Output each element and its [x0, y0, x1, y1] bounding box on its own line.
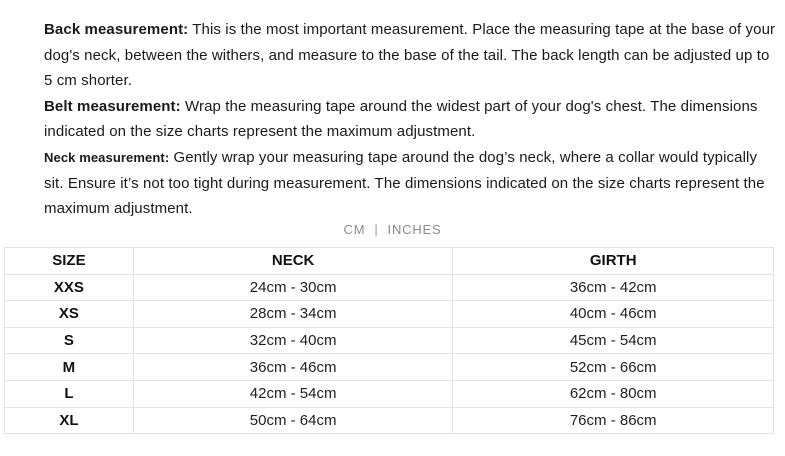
girth-cell: 76cm - 86cm [453, 407, 774, 434]
size-cell: XL [5, 407, 134, 434]
unit-inches-tab[interactable]: INCHES [387, 222, 442, 237]
unit-cm-tab[interactable]: CM [343, 222, 366, 237]
table-row [5, 301, 774, 328]
girth-cell: 52cm - 66cm [453, 354, 774, 381]
belt-measurement-text: Wrap the measuring tape around the widest part of your dog's chest. The dimensions indicated on the size charts represent the maximum adjustment. [44, 97, 758, 141]
size-cell: XXS [5, 274, 134, 301]
neck-cell: 36cm - 46cm [133, 354, 453, 381]
back-measurement-text: This is the most important measurement. Place the measuring tape at the base of your dog's neck, between the withers, and measure to the base of the tail. The back length can be adjusted up to 5 cm shorter. [44, 21, 776, 90]
back-measurement-label: Back measurement: [44, 21, 189, 38]
neck-measurement-label: Neck measurement: [44, 149, 170, 165]
girth-cell: 40cm - 46cm [453, 301, 774, 328]
size-chart-table [4, 247, 774, 434]
size-cell: L [5, 380, 134, 407]
size-cell: S [5, 327, 134, 354]
header-girth: GIRTH [453, 248, 774, 275]
neck-measurement-text: Gently wrap your measuring tape around the dog’s neck, where a collar would typically sit. Ensure it’s not too tight during measurement. The dimensions indicated on the size charts represent the maximum adjustment. [44, 148, 765, 218]
neck-cell: 24cm - 30cm [133, 274, 453, 301]
neck-cell: 42cm - 54cm [133, 380, 453, 407]
table-row [5, 407, 774, 434]
table-row [5, 354, 774, 381]
neck-cell: 28cm - 34cm [133, 301, 453, 328]
neck-cell: 32cm - 40cm [133, 327, 453, 354]
measurement-guide [44, 17, 776, 222]
table-row [5, 327, 774, 354]
header-size: SIZE [5, 248, 134, 275]
size-cell: XS [5, 301, 134, 328]
table-row [5, 380, 774, 407]
girth-cell: 62cm - 80cm [453, 380, 774, 407]
unit-toggle [0, 222, 785, 237]
belt-measurement-label: Belt measurement: [44, 97, 181, 115]
belt-measurement-paragraph [44, 94, 776, 145]
neck-measurement-paragraph [44, 145, 776, 222]
neck-cell: 50cm - 64cm [133, 407, 453, 434]
back-measurement-paragraph [44, 17, 776, 94]
girth-cell: 36cm - 42cm [453, 274, 774, 301]
unit-separator: | [374, 222, 379, 237]
table-row [5, 274, 774, 301]
size-cell: M [5, 354, 134, 381]
header-neck: NECK [133, 248, 453, 275]
table-header-row [5, 248, 774, 275]
girth-cell: 45cm - 54cm [453, 327, 774, 354]
